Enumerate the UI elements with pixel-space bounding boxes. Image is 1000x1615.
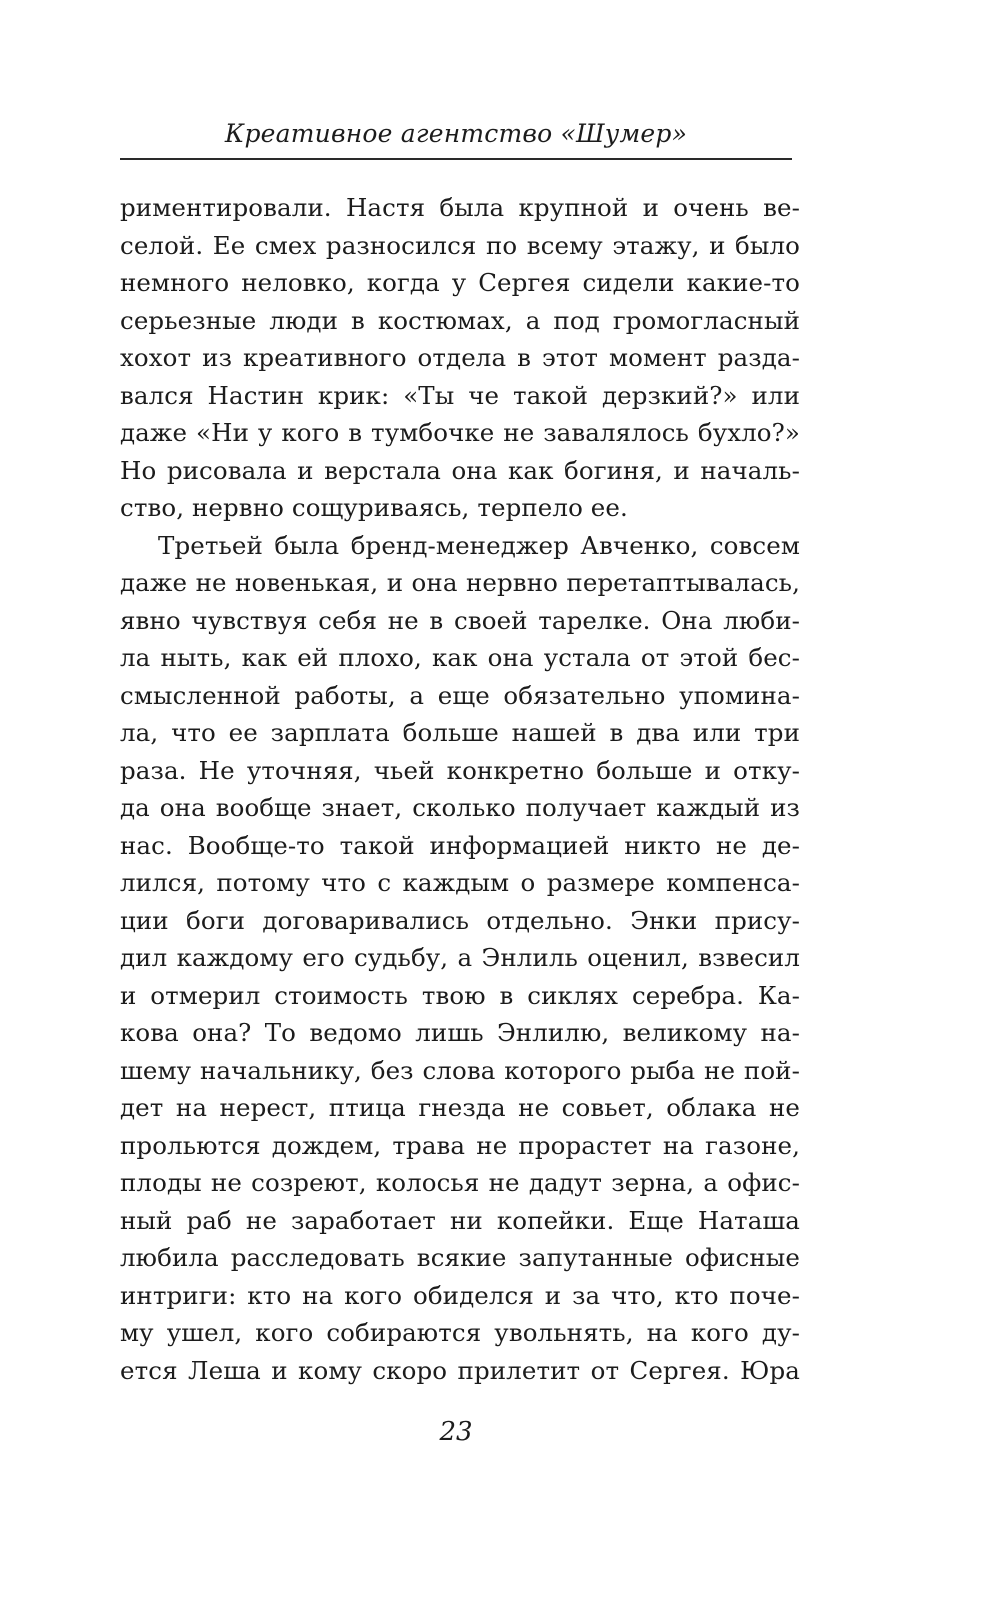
text-line: Но рисовала и верстала она как богиня, и началь- [120,455,800,485]
text-line: кова она? То ведомо лишь Энлилю, великому на- [120,1018,800,1047]
text-line: лился, потому что с каждым о размере компенса- [120,868,800,897]
text-line: шему начальнику, без слова которого рыба не пой- [120,1055,800,1085]
page-number: 23 [439,1417,473,1447]
text-line: и отмерил стоимость твою в сиклях серебра. Ка- [120,980,800,1010]
paragraph-2 [120,527,800,1390]
paragraph-1 [120,189,800,527]
text-line: селой. Ее смех разносился по всему этажу, и было [120,230,800,260]
text-line: даже «Ни у кого в тумбочке не завалялось бухло?» [120,418,800,447]
body-text [120,189,800,1389]
text-line: вался Настин крик: «Ты че такой дерзкий?» или [120,380,800,410]
text-line: ла, что ее зарплата больше нашей в два или три [120,718,800,747]
text-line: раза. Не уточняя, чьей конкретно больше и отку- [120,755,800,785]
text-line: даже не новенькая, и она нервно перетаптывалась, [120,568,800,597]
text-line: ство, нервно сощуриваясь, терпело ее. [120,493,628,522]
text-line: серьезные люди в костюмах, а под громогласный [120,305,800,335]
text-line: Третьей была бренд-менеджер Авченко, совсем [158,530,800,560]
text-line: плоды не созреют, колосья не дадут зерна, а офис- [120,1168,800,1197]
text-line: ется Леша и кому скоро прилетит от Сергея. Юра [120,1355,800,1385]
text-line: хохот из креативного отдела в этот момент разда- [120,343,800,372]
text-line: дил каждому его судьбу, а Энлиль оценил, взвесил [120,943,800,972]
text-line: ла ныть, как ей плохо, как она устала от этой бес- [120,643,800,672]
text-line: интриги: кто на кого обиделся и за что, кто поче- [120,1280,800,1310]
text-line: немного неловко, когда у Сергея сидели какие-то [120,268,800,297]
running-head: Креативное агентство «Шумер» [224,119,688,148]
text-line: ции боги договаривались отдельно. Энки прису- [120,905,800,935]
text-line: да она вообще знает, сколько получает каждый из [120,793,800,822]
text-line: ный раб не заработает ни копейки. Еще Наташа [120,1205,800,1235]
text-line: риментировали. Настя была крупной и очень ве- [120,193,800,222]
text-line: прольются дождем, трава не прорастет на газоне, [120,1130,800,1160]
text-line: смысленной работы, а еще обязательно упомина- [120,680,800,710]
text-line: нас. Вообще-то такой информацией никто не де- [120,830,800,860]
text-line: дет на нерест, птица гнезда не совьет, облака не [120,1093,800,1122]
text-line: любила расследовать всякие запутанные офисные [120,1243,800,1272]
header-rule [120,158,792,160]
text-line: му ушел, кого собираются увольнять, на кого ду- [120,1318,800,1347]
text-line: явно чувствуя себя не в своей тарелке. Она люби- [120,605,800,635]
